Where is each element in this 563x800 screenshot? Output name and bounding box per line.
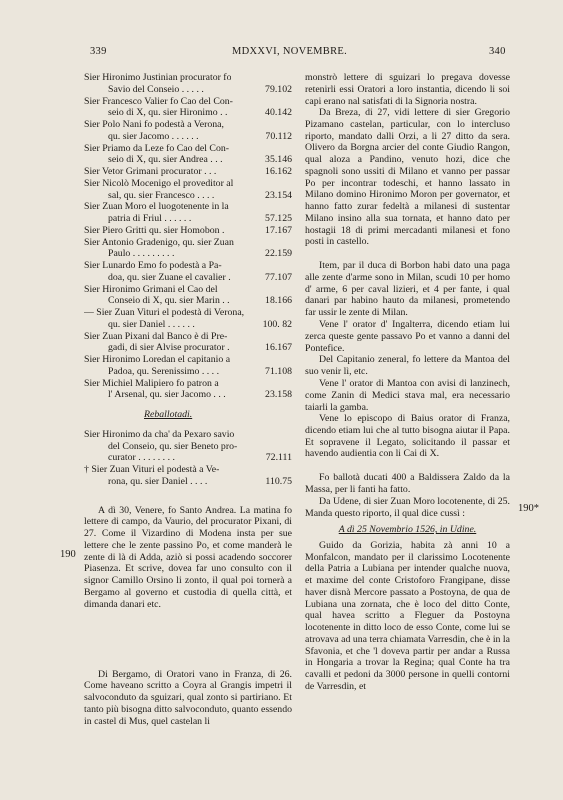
entry-text: Sier Hironimo Justinian procurator fo bbox=[84, 72, 232, 83]
ballot-entry bbox=[84, 452, 292, 464]
vote-count: 18.166 bbox=[265, 295, 292, 307]
paragraph-item: Item, par il duca di Borbon habi dato una paga alle zente d'arme sono in Milan, scudi 10 per homo d' arme, 6 per caval lizieri, et 4 per fante, i qual danari par habino hauto da milanesi, prometendo far ussir le zente di Milan. bbox=[305, 260, 510, 318]
ballot-entry bbox=[84, 154, 292, 166]
entry-text: gadi, di sier Alvise procurator . bbox=[108, 342, 230, 354]
paragraph-gorizia: Guido da Gorizia, habita zà anni 10 a Monfalcon, mandato per il clarissimo Locotenente della Patria a Lubiana per intender qualche nuova, et maxime del conte Cristoforo Frangipane, disse haver disnà Mercore passato a Postoyna, de qua de Lubiana una zornata, che è loco del ditto Conte, qual havea scritto a Fleguer da Postoyna locotenente in ditto loco de esso Conte, come lui se atrovava ad una terra chiamata Varresdin, che è in la Sfavonia, et che 'l doveva partir per andar a Russa in Hongaria a trovar la Regina; qual Conte ha tra cavalli et pedoni da 3000 persone in quelli contorni de Varresdin, et bbox=[305, 539, 510, 692]
ballot-entry bbox=[84, 366, 292, 378]
running-title: MDXXVI, NOVEMBRE. bbox=[232, 46, 348, 57]
paragraph-udene: Da Udene, di sier Zuan Moro locotenente, di 25. Manda questo riporto, il qual dice cussì : bbox=[305, 496, 510, 519]
ballot-entry bbox=[84, 143, 292, 155]
vote-count: 110.75 bbox=[265, 475, 292, 487]
paragraph-continuation: monstrò lettere di sguizari lo pregava dovesse retenirli essi Oratori a loro instantia, dicendo li soi capi erano nal satisfati di la Signoria nostra. bbox=[305, 72, 510, 107]
ballot-entry bbox=[84, 96, 292, 108]
ballot-entry bbox=[84, 307, 292, 319]
ballot-entry bbox=[84, 319, 292, 331]
vote-count: 100. 82 bbox=[262, 318, 292, 330]
date-heading: A dì 25 Novembrio 1526, in Udine. bbox=[338, 524, 477, 535]
ballot-entry bbox=[84, 72, 292, 84]
entry-text: Sier Antonio Gradenigo, qu. sier Zuan bbox=[84, 236, 234, 248]
ballot-entry bbox=[84, 131, 292, 143]
ballot-entry bbox=[84, 201, 292, 213]
margin-number-left: 190 bbox=[60, 549, 76, 560]
vote-count: 17.167 bbox=[265, 224, 292, 236]
section-heading: Reballotadi. bbox=[144, 409, 193, 420]
entry-text: Conseio di X, qu. sier Marin . . bbox=[108, 295, 230, 307]
ballot-entry bbox=[84, 119, 292, 131]
entry-text: Sier Zuan Pixani dal Banco è di Pre- bbox=[84, 330, 228, 342]
ballot-entry bbox=[84, 342, 292, 354]
vote-count: 79.102 bbox=[265, 83, 292, 95]
vote-count: 57.125 bbox=[265, 213, 292, 224]
entry-text: Sier Nicolò Mocenigo el proveditor al bbox=[84, 177, 234, 189]
page-number-left: 339 bbox=[90, 46, 107, 57]
entry-text: Sier Lunardo Emo fo podestà a Pa- bbox=[84, 260, 222, 271]
left-column bbox=[84, 72, 292, 763]
vote-count: 16.167 bbox=[265, 342, 292, 354]
paragraph-bergamo: Di Bergamo, di Oratori vano in Franza, di 26. Come haveano scritto a Coyra al Grangis impetri il salvoconduto da sguizari, qual zonto si partiriano. Et tanto più bisogna ditto salvoconduto, quanto essendo in castel di Mus, quel castelan li bbox=[84, 668, 292, 727]
entry-text: Padoa, qu. Serenissimo . . . . bbox=[108, 365, 220, 377]
paragraph-andrea: A dì 30, Venere, fo Santo Andrea. La matina fo lettere di campo, da Vaurio, del procurator Pixani, di 27. Come il Vizardino di Modena insta per sue lettere che le zente passino Po, et come manderà le zente di là di Adda, aziò si possi acadendo soccorer Piasenza. Et scrive, dovea far uno consulto con il signor Camillo Orsino li zonto, il qual poi tornerà a Bergamo al governo et custodia di quella città, et dimanda danari etc. bbox=[84, 504, 292, 610]
page-header bbox=[0, 46, 563, 62]
ballot-entry bbox=[84, 237, 292, 249]
paragraph-capitanio: Del Capitanio zeneral, fo lettere da Mantoa del suo venir lì, etc. bbox=[305, 354, 510, 377]
ballot-entry bbox=[84, 272, 292, 284]
ballot-entry bbox=[84, 331, 292, 343]
entry-text: Paulo . . . . . . . . . bbox=[108, 248, 175, 260]
entry-text: Savio del Conseio . . . . . bbox=[108, 83, 204, 95]
ballot-entry bbox=[84, 284, 292, 296]
ballot-entry bbox=[84, 441, 292, 453]
vote-count: 23.158 bbox=[265, 389, 292, 401]
entry-text: Sier Zuan Moro el luogotenente in la bbox=[84, 201, 229, 213]
ballot-entry bbox=[84, 248, 292, 260]
reballot-list bbox=[84, 429, 292, 488]
vote-count: 23.154 bbox=[265, 189, 292, 201]
entry-text: Sier Vetor Grimani procurator . . . bbox=[84, 166, 217, 177]
entry-text: † Sier Zuan Vituri el podestà a Ve- bbox=[84, 464, 220, 475]
paragraph-ingalterra: Vene l' orator d' Ingalterra, dicendo etiam lui zerca queste gente passavo Po et vanno a danni del Pontefice. bbox=[305, 319, 510, 354]
vote-count: 71.108 bbox=[265, 365, 292, 377]
paragraph-mantoa: Vene l' orator di Mantoa con avisi di lanzinech, come Zanin di Medici stava mal, era necessario taiarli la gamba. bbox=[305, 378, 510, 413]
ballot-entry bbox=[84, 260, 292, 272]
entry-text: rona, qu. sier Daniel . . . . bbox=[108, 475, 208, 487]
entry-text: l' Arsenal, qu. sier Jacomo . . . bbox=[108, 389, 226, 401]
entry-text: patria di Friul . . . . . . bbox=[108, 213, 192, 224]
entry-text: del Conseio, qu. sier Beneto pro- bbox=[108, 440, 238, 452]
entry-text: Sier Polo Nani fo podestà a Verona, bbox=[84, 119, 224, 130]
margin-number-right: 190* bbox=[518, 503, 539, 514]
ballot-entry bbox=[84, 225, 292, 237]
entry-text: Sier Francesco Valier fo Cao del Con- bbox=[84, 95, 233, 107]
entry-text: doa, qu. sier Zuane el cavalier . bbox=[108, 271, 231, 283]
entry-text: seio di X, qu. sier Hironimo . . bbox=[108, 107, 228, 119]
paragraph-ballota: Fo ballotà ducati 400 a Baldissera Zaldo da la Massa, per li fanti ha fatto. bbox=[305, 472, 510, 495]
paragraph-breza: Da Breza, di 27, vidi lettere di sier Gregorio Pizamano castelan, particular, con lo intercluso riporto, mandato dalli Orzi, a li 27 ditto da sera. Olivero da Borgna arcier del conte Giudio Rangon, qual aloza a Pandino, venuto hozi, dice che spagnoli sono ussiti di Milano et vanno per passar Po per incontrar todeschi, et hanno lassato in Milano domino Hironimo Moron per governator, et hanno fatto zurar fedeltà a milanesi di sustentar Milano insino alla sua tornata, et hanno dato per hostagii 18 di primi mercadanti milanesi et fono posti in castello. bbox=[305, 107, 510, 248]
vote-count: 35.146 bbox=[265, 154, 292, 166]
entry-text: qu. sier Jacomo . . . . . . bbox=[108, 130, 199, 142]
ballot-entry bbox=[84, 429, 292, 441]
vote-count: 77.107 bbox=[265, 271, 292, 283]
vote-count: 70.112 bbox=[265, 130, 292, 142]
ballot-list bbox=[84, 72, 292, 401]
entry-text: seio di X, qu. sier Andrea . . . bbox=[108, 154, 223, 166]
vote-count: 16.162 bbox=[265, 166, 292, 177]
entry-text: Sier Michiel Malipiero fo patron a bbox=[84, 377, 219, 389]
entry-text: Sier Hironimo Grimani el Cao del bbox=[84, 283, 218, 295]
entry-text: qu. sier Daniel . . . . . . bbox=[108, 318, 195, 330]
entry-text: Sier Priamo da Leze fo Cao del Con- bbox=[84, 142, 230, 154]
ballot-entry bbox=[84, 178, 292, 190]
ballot-entry bbox=[84, 378, 292, 390]
page-number-right: 340 bbox=[489, 46, 506, 57]
ballot-entry bbox=[84, 476, 292, 488]
vote-count: 22.159 bbox=[265, 248, 292, 260]
vote-count: 72.111 bbox=[265, 452, 292, 464]
ballot-entry bbox=[84, 213, 292, 225]
entry-text: Sier Hironimo da cha' da Pexaro savio bbox=[84, 428, 235, 440]
ballot-entry bbox=[84, 107, 292, 119]
ballot-entry bbox=[84, 389, 292, 401]
right-column bbox=[305, 72, 510, 705]
entry-text: Sier Hironimo Loredan el capitanio a bbox=[84, 354, 231, 365]
entry-text: curator . . . . . . . . bbox=[108, 452, 175, 464]
entry-text: Sier Piero Gritti qu. sier Homobon . bbox=[84, 224, 225, 236]
ballot-entry bbox=[84, 84, 292, 96]
paragraph-franza: Vene lo episcopo di Baius orator di Franza, dicendo etiam lui che al tutto bisogna aiutar il Papa. Et sopravene il Legato, solicitando il passar et havendo audientia con li Cai di X. bbox=[305, 413, 510, 460]
ballot-entry bbox=[84, 295, 292, 307]
ballot-entry bbox=[84, 464, 292, 476]
ballot-entry bbox=[84, 354, 292, 366]
ballot-entry bbox=[84, 190, 292, 202]
entry-text: sal, qu. sier Francesco . . . . bbox=[108, 189, 215, 201]
ballot-entry bbox=[84, 166, 292, 178]
entry-text: — Sier Zuan Vituri el podestà di Verona, bbox=[84, 307, 245, 318]
vote-count: 40.142 bbox=[265, 107, 292, 119]
